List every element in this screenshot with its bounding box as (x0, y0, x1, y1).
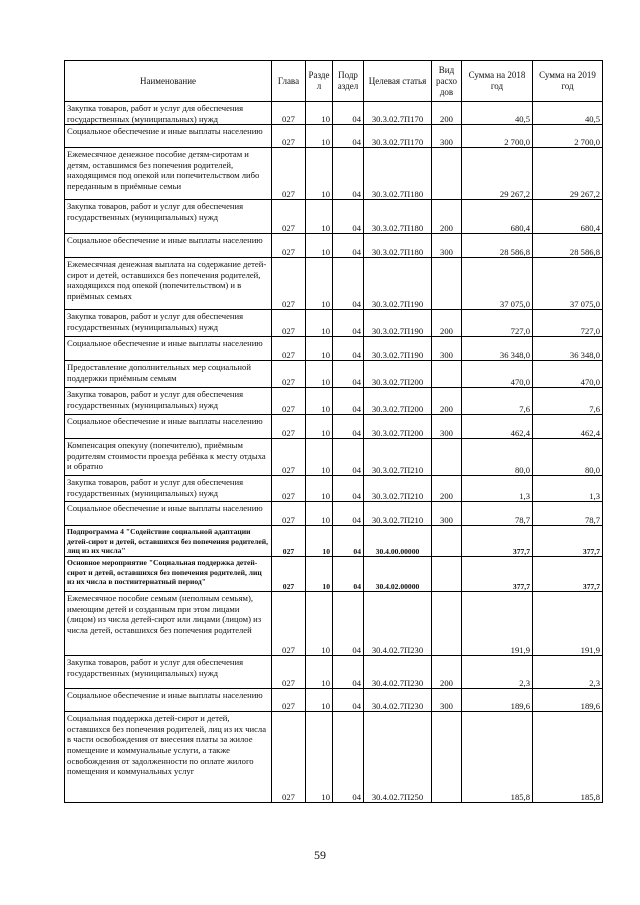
table-row (65, 258, 603, 310)
cell-glava: 027 (272, 148, 306, 200)
table-row (65, 592, 603, 656)
table-row (65, 310, 603, 337)
cell-name: Закупка товаров, работ и услуг для обеспечения государственных (муниципальных) нужд (65, 200, 272, 234)
cell-razdel: 10 (306, 415, 333, 439)
cell-celevaya: 30.3.02.7П210 (364, 502, 432, 526)
cell-glava: 027 (272, 502, 306, 526)
cell-sum2018: 36 348,0 (462, 337, 533, 361)
cell-podrazdel: 04 (333, 337, 364, 361)
cell-podrazdel: 04 (333, 258, 364, 310)
table-row (65, 689, 603, 712)
cell-podrazdel: 04 (333, 388, 364, 415)
cell-celevaya: 30.4.00.00000 (364, 526, 432, 557)
cell-glava: 027 (272, 258, 306, 310)
cell-podrazdel: 04 (333, 102, 364, 125)
cell-razdel: 10 (306, 592, 333, 656)
table-row (65, 200, 603, 234)
cell-sum2018: 40,5 (462, 102, 533, 125)
cell-podrazdel: 04 (333, 200, 364, 234)
cell-glava: 027 (272, 388, 306, 415)
cell-razdel: 10 (306, 337, 333, 361)
cell-name: Социальное обеспечение и иные выплаты населению (65, 337, 272, 361)
cell-glava: 027 (272, 102, 306, 125)
cell-sum2018: 462,4 (462, 415, 533, 439)
header-celevaya: Целевая статья (364, 61, 432, 102)
cell-glava: 027 (272, 310, 306, 337)
cell-sum2019: 1,3 (533, 476, 603, 502)
cell-sum2019: 189,6 (533, 689, 603, 712)
cell-vid (432, 361, 462, 388)
cell-sum2018: 377,7 (462, 557, 533, 592)
cell-razdel: 10 (306, 148, 333, 200)
table-row (65, 388, 603, 415)
cell-celevaya: 30.3.02.7П180 (364, 234, 432, 258)
table-row (65, 415, 603, 439)
cell-podrazdel: 04 (333, 361, 364, 388)
cell-name: Закупка товаров, работ и услуг для обеспечения государственных (муниципальных) нужд (65, 656, 272, 689)
cell-razdel: 10 (306, 361, 333, 388)
cell-vid (432, 526, 462, 557)
cell-celevaya: 30.4.02.7П230 (364, 656, 432, 689)
cell-name: Предоставление дополнительных мер социальной поддержки приёмным семьям (65, 361, 272, 388)
cell-name: Социальное обеспечение и иные выплаты населению (65, 234, 272, 258)
cell-razdel: 10 (306, 200, 333, 234)
table-row (65, 148, 603, 200)
cell-glava: 027 (272, 526, 306, 557)
table-row (65, 656, 603, 689)
table-row (65, 125, 603, 148)
cell-razdel: 10 (306, 712, 333, 803)
cell-sum2018: 2,3 (462, 656, 533, 689)
cell-sum2018: 191,9 (462, 592, 533, 656)
cell-name: Социальное обеспечение и иные выплаты населению (65, 125, 272, 148)
cell-glava: 027 (272, 689, 306, 712)
table-row (65, 337, 603, 361)
cell-celevaya: 30.3.02.7П200 (364, 361, 432, 388)
cell-celevaya: 30.3.02.7П200 (364, 415, 432, 439)
cell-sum2019: 80,0 (533, 439, 603, 476)
cell-sum2019: 727,0 (533, 310, 603, 337)
cell-name: Закупка товаров, работ и услуг для обеспечения государственных (муниципальных) нужд (65, 310, 272, 337)
header-sum2019: Сумма на 2019 год (533, 61, 603, 102)
cell-celevaya: 30.3.02.7П180 (364, 148, 432, 200)
cell-podrazdel: 04 (333, 689, 364, 712)
cell-podrazdel: 04 (333, 234, 364, 258)
cell-razdel: 10 (306, 476, 333, 502)
header-sum2018: Сумма на 2018 год (462, 61, 533, 102)
cell-glava: 027 (272, 415, 306, 439)
cell-razdel: 10 (306, 102, 333, 125)
cell-vid: 300 (432, 125, 462, 148)
cell-name: Социальное обеспечение и иные выплаты населению (65, 415, 272, 439)
cell-name: Социальное обеспечение и иные выплаты населению (65, 689, 272, 712)
cell-celevaya: 30.3.02.7П190 (364, 310, 432, 337)
cell-vid: 200 (432, 310, 462, 337)
cell-vid (432, 592, 462, 656)
cell-sum2019: 2 700,0 (533, 125, 603, 148)
budget-table-container (64, 60, 602, 803)
cell-sum2019: 470,0 (533, 361, 603, 388)
cell-sum2018: 680,4 (462, 200, 533, 234)
cell-vid (432, 439, 462, 476)
header-podrazdel: Подр аздел (333, 61, 364, 102)
cell-razdel: 10 (306, 656, 333, 689)
cell-celevaya: 30.4.02.7П250 (364, 712, 432, 803)
cell-podrazdel: 04 (333, 125, 364, 148)
cell-celevaya: 30.3.02.7П190 (364, 337, 432, 361)
cell-vid: 200 (432, 476, 462, 502)
cell-sum2018: 185,8 (462, 712, 533, 803)
cell-glava: 027 (272, 656, 306, 689)
cell-celevaya: 30.3.02.7П170 (364, 102, 432, 125)
cell-sum2019: 2,3 (533, 656, 603, 689)
cell-sum2018: 377,7 (462, 526, 533, 557)
cell-vid (432, 712, 462, 803)
cell-sum2019: 40,5 (533, 102, 603, 125)
cell-razdel: 10 (306, 310, 333, 337)
cell-podrazdel: 04 (333, 557, 364, 592)
cell-vid (432, 148, 462, 200)
cell-podrazdel: 04 (333, 415, 364, 439)
table-row (65, 361, 603, 388)
header-razdel: Разде л (306, 61, 333, 102)
cell-sum2019: 28 586,8 (533, 234, 603, 258)
cell-vid: 200 (432, 102, 462, 125)
cell-razdel: 10 (306, 526, 333, 557)
cell-razdel: 10 (306, 689, 333, 712)
cell-name: Социальное обеспечение и иные выплаты населению (65, 502, 272, 526)
budget-table (64, 60, 603, 803)
cell-sum2018: 727,0 (462, 310, 533, 337)
cell-sum2018: 470,0 (462, 361, 533, 388)
cell-name: Закупка товаров, работ и услуг для обеспечения государственных (муниципальных) нужд (65, 388, 272, 415)
cell-celevaya: 30.4.02.7П230 (364, 689, 432, 712)
cell-celevaya: 30.3.02.7П200 (364, 388, 432, 415)
cell-sum2018: 78,7 (462, 502, 533, 526)
table-row (65, 712, 603, 803)
cell-celevaya: 30.3.02.7П210 (364, 439, 432, 476)
cell-glava: 027 (272, 592, 306, 656)
cell-podrazdel: 04 (333, 439, 364, 476)
cell-sum2018: 189,6 (462, 689, 533, 712)
cell-razdel: 10 (306, 502, 333, 526)
table-header-row (65, 61, 603, 102)
table-row (65, 439, 603, 476)
cell-name: Ежемесячная денежная выплата на содержание детей-сирот и детей, оставшихся без попечения родителей, находящихся под опекой (попечительством) и в приёмных семьях (65, 258, 272, 310)
page-number: 59 (314, 848, 326, 862)
cell-celevaya: 30.4.02.7П230 (364, 592, 432, 656)
cell-vid: 200 (432, 200, 462, 234)
cell-sum2019: 185,8 (533, 712, 603, 803)
cell-vid: 300 (432, 337, 462, 361)
cell-name: Ежемесячное денежное пособие детям-сиротам и детям, оставшимся без попечения родителей, находящимся под опекой или попечительством либо переданным в приёмные семьи (65, 148, 272, 200)
cell-razdel: 10 (306, 557, 333, 592)
cell-podrazdel: 04 (333, 502, 364, 526)
cell-sum2019: 462,4 (533, 415, 603, 439)
cell-celevaya: 30.3.02.7П180 (364, 200, 432, 234)
cell-sum2018: 80,0 (462, 439, 533, 476)
cell-razdel: 10 (306, 234, 333, 258)
cell-vid: 300 (432, 502, 462, 526)
cell-razdel: 10 (306, 439, 333, 476)
cell-glava: 027 (272, 557, 306, 592)
cell-celevaya: 30.3.02.7П210 (364, 476, 432, 502)
cell-vid (432, 258, 462, 310)
cell-celevaya: 30.3.02.7П190 (364, 258, 432, 310)
cell-vid: 300 (432, 415, 462, 439)
cell-sum2019: 377,7 (533, 526, 603, 557)
cell-glava: 027 (272, 234, 306, 258)
cell-vid (432, 557, 462, 592)
cell-sum2018: 2 700,0 (462, 125, 533, 148)
cell-glava: 027 (272, 337, 306, 361)
table-row (65, 234, 603, 258)
cell-sum2018: 28 586,8 (462, 234, 533, 258)
table-body (65, 102, 603, 803)
cell-glava: 027 (272, 712, 306, 803)
cell-name: Закупка товаров, работ и услуг для обеспечения государственных (муниципальных) нужд (65, 476, 272, 502)
cell-name: Закупка товаров, работ и услуг для обеспечения государственных (муниципальных) нужд (65, 102, 272, 125)
cell-sum2019: 36 348,0 (533, 337, 603, 361)
table-row (65, 526, 603, 557)
cell-podrazdel: 04 (333, 148, 364, 200)
cell-sum2019: 377,7 (533, 557, 603, 592)
cell-glava: 027 (272, 361, 306, 388)
table-row (65, 557, 603, 592)
table-row (65, 502, 603, 526)
cell-sum2018: 37 075,0 (462, 258, 533, 310)
cell-sum2018: 1,3 (462, 476, 533, 502)
cell-razdel: 10 (306, 125, 333, 148)
cell-vid: 200 (432, 656, 462, 689)
cell-razdel: 10 (306, 388, 333, 415)
cell-razdel: 10 (306, 258, 333, 310)
cell-sum2019: 29 267,2 (533, 148, 603, 200)
cell-sum2019: 78,7 (533, 502, 603, 526)
cell-sum2018: 7,6 (462, 388, 533, 415)
cell-vid: 300 (432, 234, 462, 258)
cell-name: Ежемесячное пособие семьям (неполным семьям), имеющим детей и созданным при этом лицами (лицом) из числа детей-сирот или лицами (лицом) из числа детей, оставшихся без попечения родителей (65, 592, 272, 656)
cell-name: Основное мероприятие "Социальная поддержка детей-сирот и детей, оставшихся без попечения родителей, лиц из их числа в постинтернатный период" (65, 557, 272, 592)
cell-podrazdel: 04 (333, 476, 364, 502)
cell-sum2019: 7,6 (533, 388, 603, 415)
cell-sum2019: 37 075,0 (533, 258, 603, 310)
cell-celevaya: 30.3.02.7П170 (364, 125, 432, 148)
cell-glava: 027 (272, 476, 306, 502)
cell-vid: 200 (432, 388, 462, 415)
cell-sum2019: 191,9 (533, 592, 603, 656)
header-vid: Вид расхо дов (432, 61, 462, 102)
cell-celevaya: 30.4.02.00000 (364, 557, 432, 592)
cell-podrazdel: 04 (333, 712, 364, 803)
header-glava: Глава (272, 61, 306, 102)
cell-glava: 027 (272, 439, 306, 476)
cell-podrazdel: 04 (333, 656, 364, 689)
cell-podrazdel: 04 (333, 526, 364, 557)
cell-sum2018: 29 267,2 (462, 148, 533, 200)
cell-name: Подпрограмма 4 "Содействие социальной адаптации детей-сирот и детей, оставшихся без попечения родителей, лиц из их числа" (65, 526, 272, 557)
table-row (65, 476, 603, 502)
cell-podrazdel: 04 (333, 310, 364, 337)
cell-glava: 027 (272, 125, 306, 148)
cell-glava: 027 (272, 200, 306, 234)
table-row (65, 102, 603, 125)
cell-sum2019: 680,4 (533, 200, 603, 234)
header-name: Наименование (65, 61, 272, 102)
cell-name: Компенсация опекуну (попечителю), приёмным родителям стоимости проезда ребёнка к месту отдыха и обратно (65, 439, 272, 476)
cell-name: Социальная поддержка детей-сирот и детей, оставшихся без попечения родителей, лиц из их числа в части освобождения от внесения платы за жилое помещение и коммунальные услуги, а также освобождения от задолженности по оплате жилого помещения и коммунальных услуг (65, 712, 272, 803)
cell-vid: 300 (432, 689, 462, 712)
cell-podrazdel: 04 (333, 592, 364, 656)
